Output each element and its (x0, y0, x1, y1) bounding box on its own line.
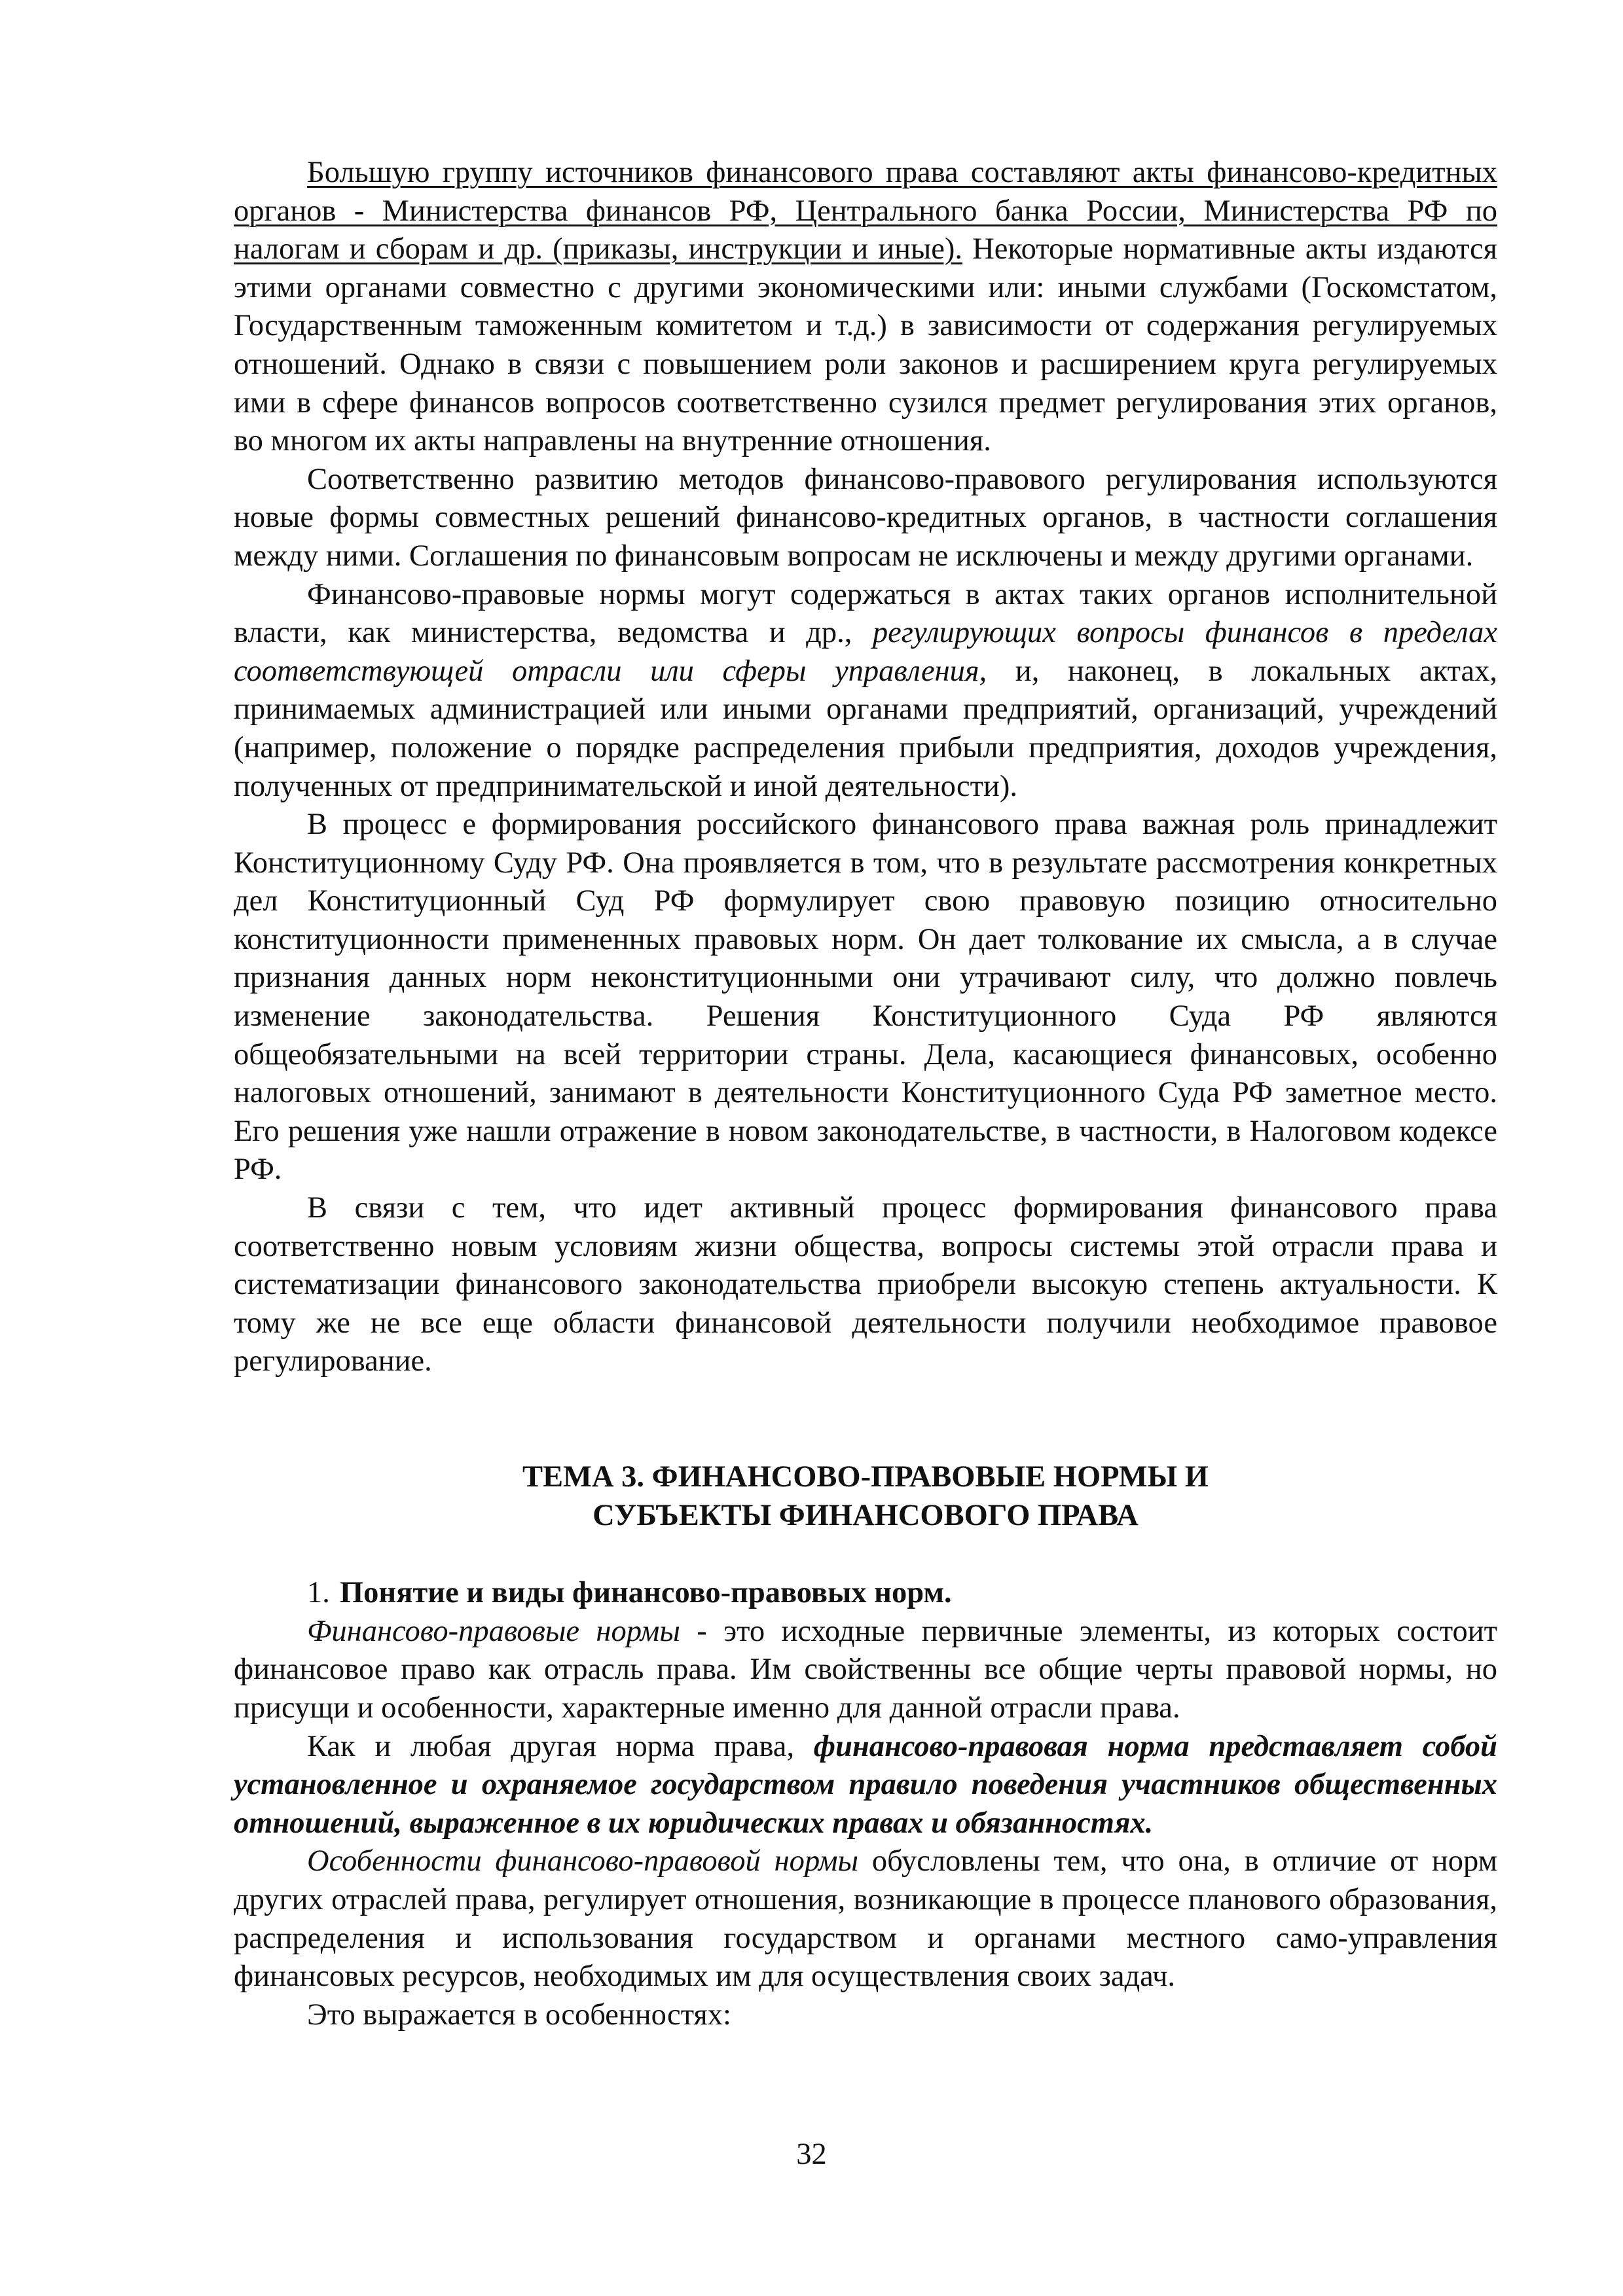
paragraph-6 (234, 1613, 1497, 1728)
paragraph-1 (234, 154, 1497, 461)
paragraph-3 (234, 576, 1497, 806)
page-number: 32 (796, 2138, 827, 2171)
paragraph-7-start: Как и любая другая норма права, (307, 1729, 814, 1763)
paragraph-5: В связи с тем, что идет активный процесс формирования финансового права соответственно новым условиям жизни общества, вопросы системы этой отрасли права и систематизации финансового законодательства приобрели высокую степень актуальности. К тому же не все еще области финансовой деятельности получили необходимое правовое регулирование. (234, 1191, 1497, 1378)
paragraph-3-end: и, наконец, в локальных актах, принимаемых администрацией или иными органами предприятий, организаций, учреждений (например, положение о порядке распределения прибыли предприятия, доходов учреждения, полученных от предпринимательской и иной деятельности). (234, 654, 1498, 803)
paragraph-1-underlined: Большую группу источников финансового права составляют акты финансово-кредитных органов - Министерства финансов РФ, Центрального банка России, Министерства РФ по налогам и сборам и др. (приказы, инструкции и иные). (234, 156, 1497, 266)
paragraph-6-rest: - это исходные первичные элементы, из которых состоит финансовое право как отрасль права. Им свойственны все общие черты правовой нормы, но присущи и особенности, характерные именно для данной отрасли права. (234, 1614, 1497, 1725)
paragraph-8 (234, 1842, 1497, 1996)
paragraph-7-definition: финансово-правовая норма представляет собой установленное и охраняемое государством правило поведения участников общественных отношений, выраженное в их юридических правах и обязанностях. (234, 1729, 1497, 1840)
page-body (234, 154, 1497, 2034)
theme-heading-line-1: ТЕМА 3. ФИНАНСОВО-ПРАВОВЫЕ НОРМЫ И (522, 1460, 1209, 1494)
paragraph-6-italic: Финансово-правовые нормы (307, 1614, 680, 1648)
paragraph-3-italic: регулирующих вопросы финансов в пределах соответствующей отрасли или сферы управления, (234, 616, 1497, 688)
paragraph-2: Соответственно развитию методов финансово-правового регулирования используются новые формы совместных решений финансово-кредитных органов, в частности соглашения между ними. Соглашения по финансовым вопросам не исключены и между другими органами. (234, 462, 1497, 573)
section-number: 1. (307, 1576, 330, 1610)
paragraph-8-rest: обусловлены тем, что она, в отличие от норм других отраслей права, регулирует отношения, возникающие в процессе планового образования, распределения и использования государством и органами местного само-управления финансовых ресурсов, необходимых им для осуществления своих задач. (234, 1844, 1497, 1994)
paragraph-3-start: Финансово-правовые нормы могут содержаться в актах таких органов исполнительной власти, как министерства, ведомства и др., (234, 577, 1497, 650)
section-heading (234, 1574, 1497, 1613)
paragraph-1-rest: Некоторые нормативные акты издаются этими органами совместно с другими экономическими или: иными службами (Госкомстатом, Государственным таможенным комитетом и т.д.) в зависимости от содержания регулируемых отношений. Однако в связи с повышением роли законов и расширением круга регулируемых ими в сфере финансов вопросов соответственно сузился предмет регулирования этих органов, во многом их акты направлены на внутренние отношения. (234, 232, 1497, 458)
paragraph-4: В процесс е формирования российского финансового права важная роль принадлежит Конституционному Суду РФ. Она проявляется в том, что в результате рассмотрения конкретных дел Конституционный Суд РФ формулирует свою правовую позицию относительно конституционности примененных правовых норм. Он дает толкование их смысла, а в случае признания данных норм неконституционными они утрачивают силу, что должно повлечь изменение законодательства. Решения Конституционного Суда РФ являются общеобязательными на всей территории страны. Дела, касающиеся финансовых, особенно налоговых отношений, занимают в деятельности Конституционного Суда РФ заметное место. Его решения уже нашли отражение в новом законодательстве, в частности, в Налоговом кодексе РФ. (234, 808, 1497, 1187)
paragraph-8-italic: Особенности финансово-правовой нормы (307, 1844, 858, 1878)
section-title: Понятие и виды финансово-правовых норм. (340, 1576, 952, 1610)
paragraph-7 (234, 1728, 1497, 1843)
theme-heading-line-2: СУБЪЕКТЫ ФИНАНСОВОГО ПРАВА (593, 1498, 1139, 1532)
theme-heading (234, 1458, 1497, 1535)
paragraph-9: Это выражается в особенностях: (307, 1998, 731, 2032)
